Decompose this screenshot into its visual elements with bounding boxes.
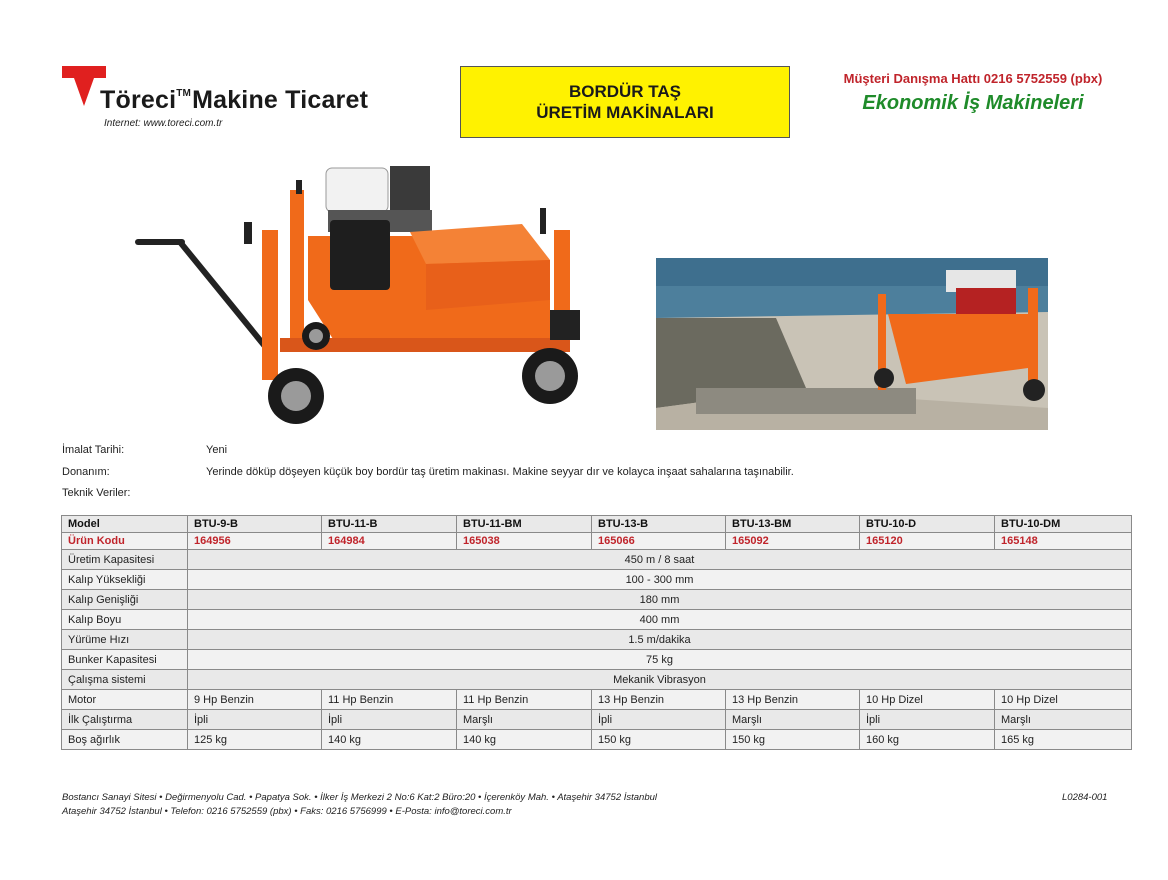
value-cell: 10 Hp Dizel	[860, 690, 995, 710]
model-cell: BTU-13-B	[592, 516, 726, 533]
company-slogan: Ekonomik İş Makineleri	[862, 92, 1084, 114]
model-cell: BTU-11-BM	[457, 516, 592, 533]
row-label: Yürüme Hızı	[62, 630, 188, 650]
row-label: Model	[62, 516, 188, 533]
product-code-cell: 165066	[592, 533, 726, 550]
customer-hotline: Müşteri Danışma Hattı 0216 5752559 (pbx)	[843, 71, 1103, 86]
row-label: Kalıp Boyu	[62, 610, 188, 630]
shared-value-cell: 100 - 300 mm	[188, 570, 1132, 590]
table-row	[62, 570, 1132, 590]
spec-table	[61, 515, 1132, 750]
shared-value-cell: 1.5 m/dakika	[188, 630, 1132, 650]
shared-value-cell: 180 mm	[188, 590, 1132, 610]
value-cell: 160 kg	[860, 730, 995, 750]
table-row	[62, 650, 1132, 670]
table-row	[62, 690, 1132, 710]
row-label: Motor	[62, 690, 188, 710]
table-row-product-code	[62, 533, 1132, 550]
table-row	[62, 550, 1132, 570]
footer-contact: Ataşehir 34752 İstanbul • Telefon: 0216 5752559 (pbx) • Faks: 0216 5756999 • E-Posta: info@toreci.com.tr	[62, 806, 512, 817]
info-label-equipment: Donanım:	[62, 466, 110, 478]
title-line-1: BORDÜR TAŞ	[568, 82, 682, 101]
table-row	[62, 730, 1132, 750]
value-cell: 125 kg	[188, 730, 322, 750]
value-cell: 140 kg	[322, 730, 457, 750]
row-label: Kalıp Genişliği	[62, 590, 188, 610]
value-cell: İpli	[322, 710, 457, 730]
model-cell: BTU-10-DM	[995, 516, 1132, 533]
table-row	[62, 670, 1132, 690]
value-cell: İpli	[592, 710, 726, 730]
value-cell: 11 Hp Benzin	[457, 690, 592, 710]
value-cell: 10 Hp Dizel	[995, 690, 1132, 710]
brand-name: Töreci™Makine Ticaret	[100, 86, 369, 114]
row-label: İlk Çalıştırma	[62, 710, 188, 730]
info-value-manufacture-date: Yeni	[206, 444, 228, 456]
model-cell: BTU-10-D	[860, 516, 995, 533]
row-label: Kalıp Yüksekliği	[62, 570, 188, 590]
product-code-cell: 165038	[457, 533, 592, 550]
table-row	[62, 630, 1132, 650]
product-code-cell: 165092	[726, 533, 860, 550]
value-cell: 150 kg	[592, 730, 726, 750]
value-cell: İpli	[188, 710, 322, 730]
website-link[interactable]: Internet: www.toreci.com.tr	[104, 118, 223, 129]
table-row	[62, 610, 1132, 630]
row-label: Boş ağırlık	[62, 730, 188, 750]
row-label: Ürün Kodu	[62, 533, 188, 550]
document-title	[460, 66, 790, 138]
value-cell: Marşlı	[457, 710, 592, 730]
shared-value-cell: 75 kg	[188, 650, 1132, 670]
table-row	[62, 710, 1132, 730]
machine-product-image	[130, 160, 590, 430]
info-label-technical-data: Teknik Veriler:	[62, 487, 131, 499]
value-cell: 150 kg	[726, 730, 860, 750]
title-line-2: ÜRETİM MAKİNALARI	[536, 103, 714, 122]
value-cell: 13 Hp Benzin	[592, 690, 726, 710]
row-label: Çalışma sistemi	[62, 670, 188, 690]
table-row	[62, 590, 1132, 610]
footer-address: Bostancı Sanayi Sitesi • Değirmenyolu Cad. • Papatya Sok. • İlker İş Merkezi 2 No:6 Kat:2 Büro:20 • İçerenköy Mah. • Ataşehir 34752 İstanbul	[62, 792, 658, 803]
product-code-cell: 164956	[188, 533, 322, 550]
shared-value-cell: 400 mm	[188, 610, 1132, 630]
value-cell: 11 Hp Benzin	[322, 690, 457, 710]
model-cell: BTU-11-B	[322, 516, 457, 533]
value-cell: 13 Hp Benzin	[726, 690, 860, 710]
product-code-cell: 165148	[995, 533, 1132, 550]
value-cell: 165 kg	[995, 730, 1132, 750]
model-cell: BTU-13-BM	[726, 516, 860, 533]
info-value-equipment: Yerinde döküp döşeyen küçük boy bordür taş üretim makinası. Makine seyyar dır ve kolayca inşaat sahalarına taşınabilir.	[206, 466, 794, 478]
value-cell: 9 Hp Benzin	[188, 690, 322, 710]
value-cell: Marşlı	[995, 710, 1132, 730]
table-row-model	[62, 516, 1132, 533]
product-code-cell: 164984	[322, 533, 457, 550]
value-cell: Marşlı	[726, 710, 860, 730]
model-cell: BTU-9-B	[188, 516, 322, 533]
value-cell: İpli	[860, 710, 995, 730]
value-cell: 140 kg	[457, 730, 592, 750]
shared-value-cell: Mekanik Vibrasyon	[188, 670, 1132, 690]
row-label: Bunker Kapasitesi	[62, 650, 188, 670]
product-code-cell: 165120	[860, 533, 995, 550]
machine-field-photo	[656, 258, 1048, 430]
document-code: L0284-001	[1062, 792, 1108, 803]
info-label-manufacture-date: İmalat Tarihi:	[62, 444, 125, 456]
row-label: Üretim Kapasitesi	[62, 550, 188, 570]
shared-value-cell: 450 m / 8 saat	[188, 550, 1132, 570]
